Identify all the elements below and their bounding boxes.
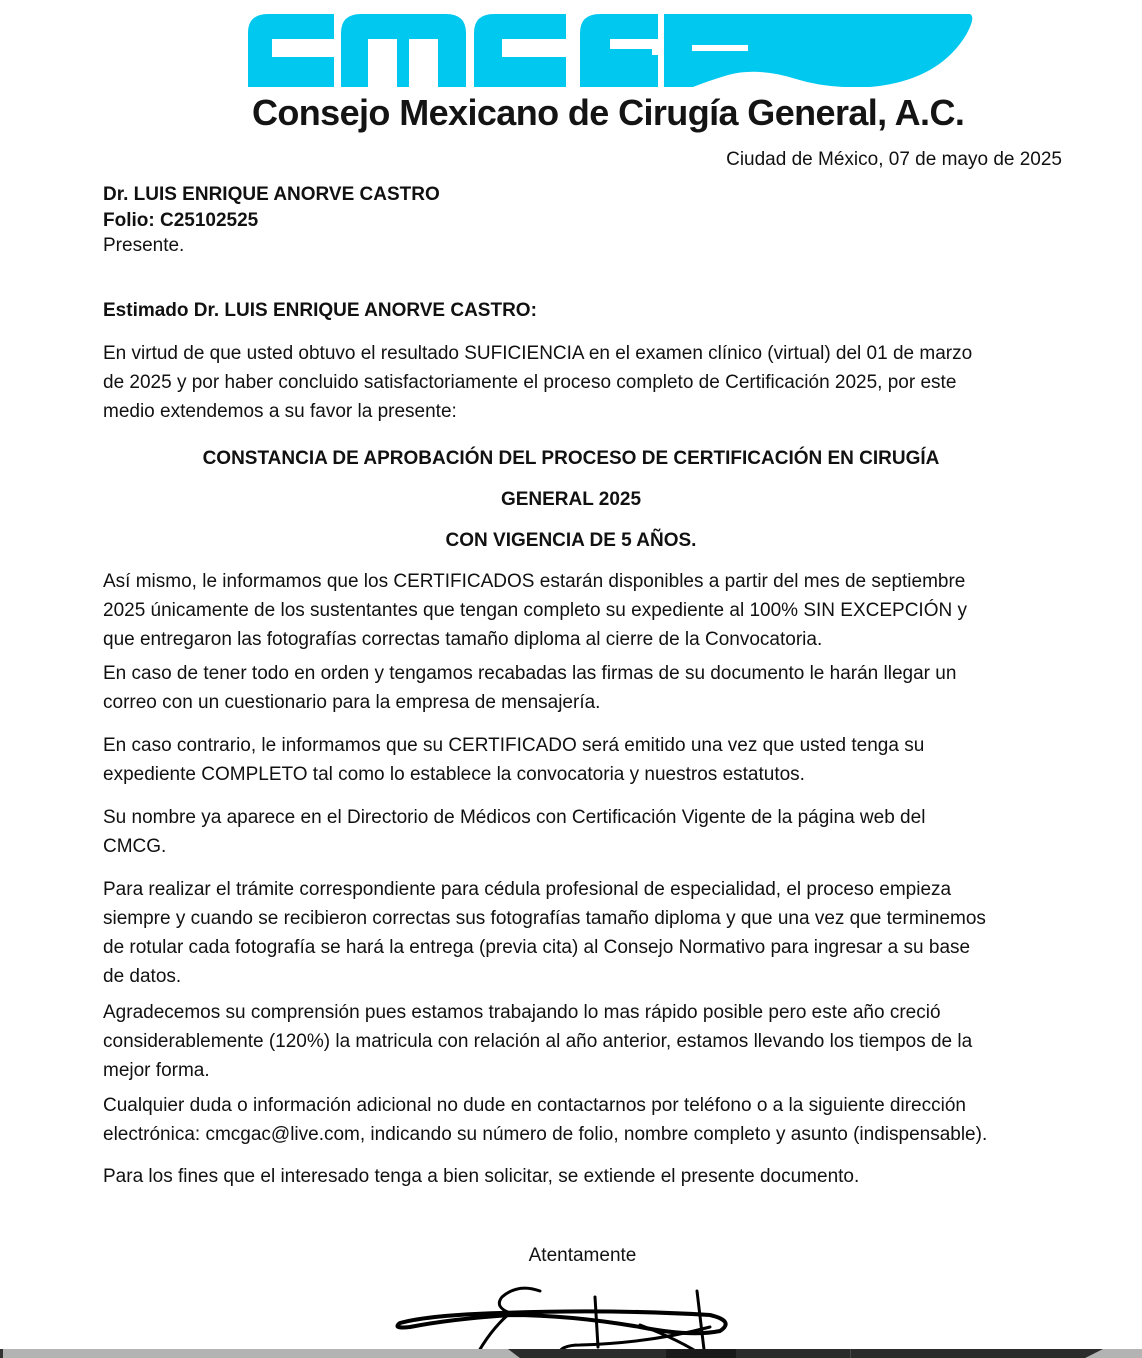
presente-label: Presente. (103, 235, 185, 256)
signature-icon (390, 1285, 735, 1358)
paragraph-line: CMCG. (103, 836, 167, 857)
paragraph-line: electrónica: cmcgac@live.com, indicando su número de folio, nombre completo y asunto (indispensable). (103, 1124, 988, 1145)
paragraph-line: considerablemente (120%) la matricula con relación al año anterior, estamos llevando los tiempos de la (103, 1031, 973, 1052)
paragraph-line: 2025 únicamente de los sustentantes que tengan completo su expediente al 100% SIN EXCEPCIÓN y (103, 600, 967, 621)
paragraph-line: En caso de tener todo en orden y tengamos recabadas las firmas de su documento le harán llegar un (103, 663, 957, 684)
paragraph-shipping (103, 659, 1063, 717)
organization-name: Consejo Mexicano de Cirugía General, A.C. (252, 92, 965, 133)
recipient-name: Dr. LUIS ENRIQUE ANORVE CASTRO (103, 184, 440, 205)
paragraph-contact (103, 1091, 1063, 1149)
paragraph-line: Agradecemos su comprensión pues estamos trabajando lo mas rápido posible pero este año creció (103, 1002, 941, 1023)
toolbar-edge (0, 1349, 3, 1358)
certificate-validity: CON VIGENCIA DE 5 AÑOS. (445, 530, 697, 551)
paragraph-line: Así mismo, le informamos que los CERTIFICADOS estarán disponibles a partir del mes de septiembre (103, 571, 966, 592)
paragraph-line: expediente COMPLETO tal como lo establece la convocatoria y nuestros estatutos. (103, 764, 805, 785)
paragraph-line: de datos. (103, 966, 182, 987)
intro-paragraph (103, 339, 1063, 426)
paragraph-cedula (103, 875, 1063, 991)
paragraph-line: correo con un cuestionario para la empresa de mensajería. (103, 692, 601, 713)
paragraph-line: de 2025 y por haber concluido satisfactoriamente el proceso completo de Certificación 2025, por este (103, 372, 957, 393)
salutation: Estimado Dr. LUIS ENRIQUE ANORVE CASTRO: (103, 300, 537, 321)
toolbar-center-panel[interactable] (508, 1349, 1103, 1358)
toolbar-button[interactable] (666, 1349, 736, 1358)
paragraph-line: que entregaron las fotografías correctas tamaño diploma al cierre de la Convocatoria. (103, 629, 823, 650)
paragraph-thanks (103, 998, 1063, 1085)
toolbar-separator (850, 1349, 851, 1358)
paragraph-directory (103, 803, 1063, 861)
paragraph-line: mejor forma. (103, 1060, 210, 1081)
paragraph-final (103, 1162, 1063, 1191)
paragraph-line: Para los fines que el interesado tenga a bien solicitar, se extiende el presente documento. (103, 1166, 860, 1187)
paragraph-line: medio extendemos a su favor la presente: (103, 401, 457, 422)
viewer-toolbar[interactable] (0, 1349, 1142, 1358)
paragraph-line: Para realizar el trámite correspondiente para cédula profesional de especialidad, el proceso empieza (103, 879, 952, 900)
folio-number: Folio: C25102525 (103, 209, 259, 231)
cmcg-logo-icon (248, 11, 974, 87)
date-line: Ciudad de México, 07 de mayo de 2025 (726, 149, 1062, 170)
paragraph-line: En caso contrario, le informamos que su CERTIFICADO será emitido una vez que usted tenga su (103, 735, 925, 756)
certificate-title-line: CONSTANCIA DE APROBACIÓN DEL PROCESO DE CERTIFICACIÓN EN CIRUGÍA (202, 448, 940, 469)
closing-atentamente: Atentamente (528, 1245, 637, 1266)
paragraph-incomplete-file (103, 731, 1063, 789)
paragraph-certificates-availability (103, 567, 1063, 654)
paragraph-line: de rotular cada fotografía se hará la entrega (previa cita) al Consejo Normativo para ingresar a su base (103, 937, 971, 958)
paragraph-line: Cualquier duda o información adicional no dude en contactarnos por teléfono o a la siguiente dirección (103, 1095, 966, 1116)
paragraph-line: En virtud de que usted obtuvo el resultado SUFICIENCIA en el examen clínico (virtual) del 01 de marzo (103, 343, 973, 364)
paragraph-line: siempre y cuando se recibieron correctas sus fotografías tamaño diploma y que una vez que terminemos (103, 908, 986, 929)
certificate-title-line: GENERAL 2025 (500, 489, 642, 510)
recipient-block (103, 182, 440, 259)
paragraph-line: Su nombre ya aparece en el Directorio de Médicos con Certificación Vigente de la página web del (103, 807, 926, 828)
